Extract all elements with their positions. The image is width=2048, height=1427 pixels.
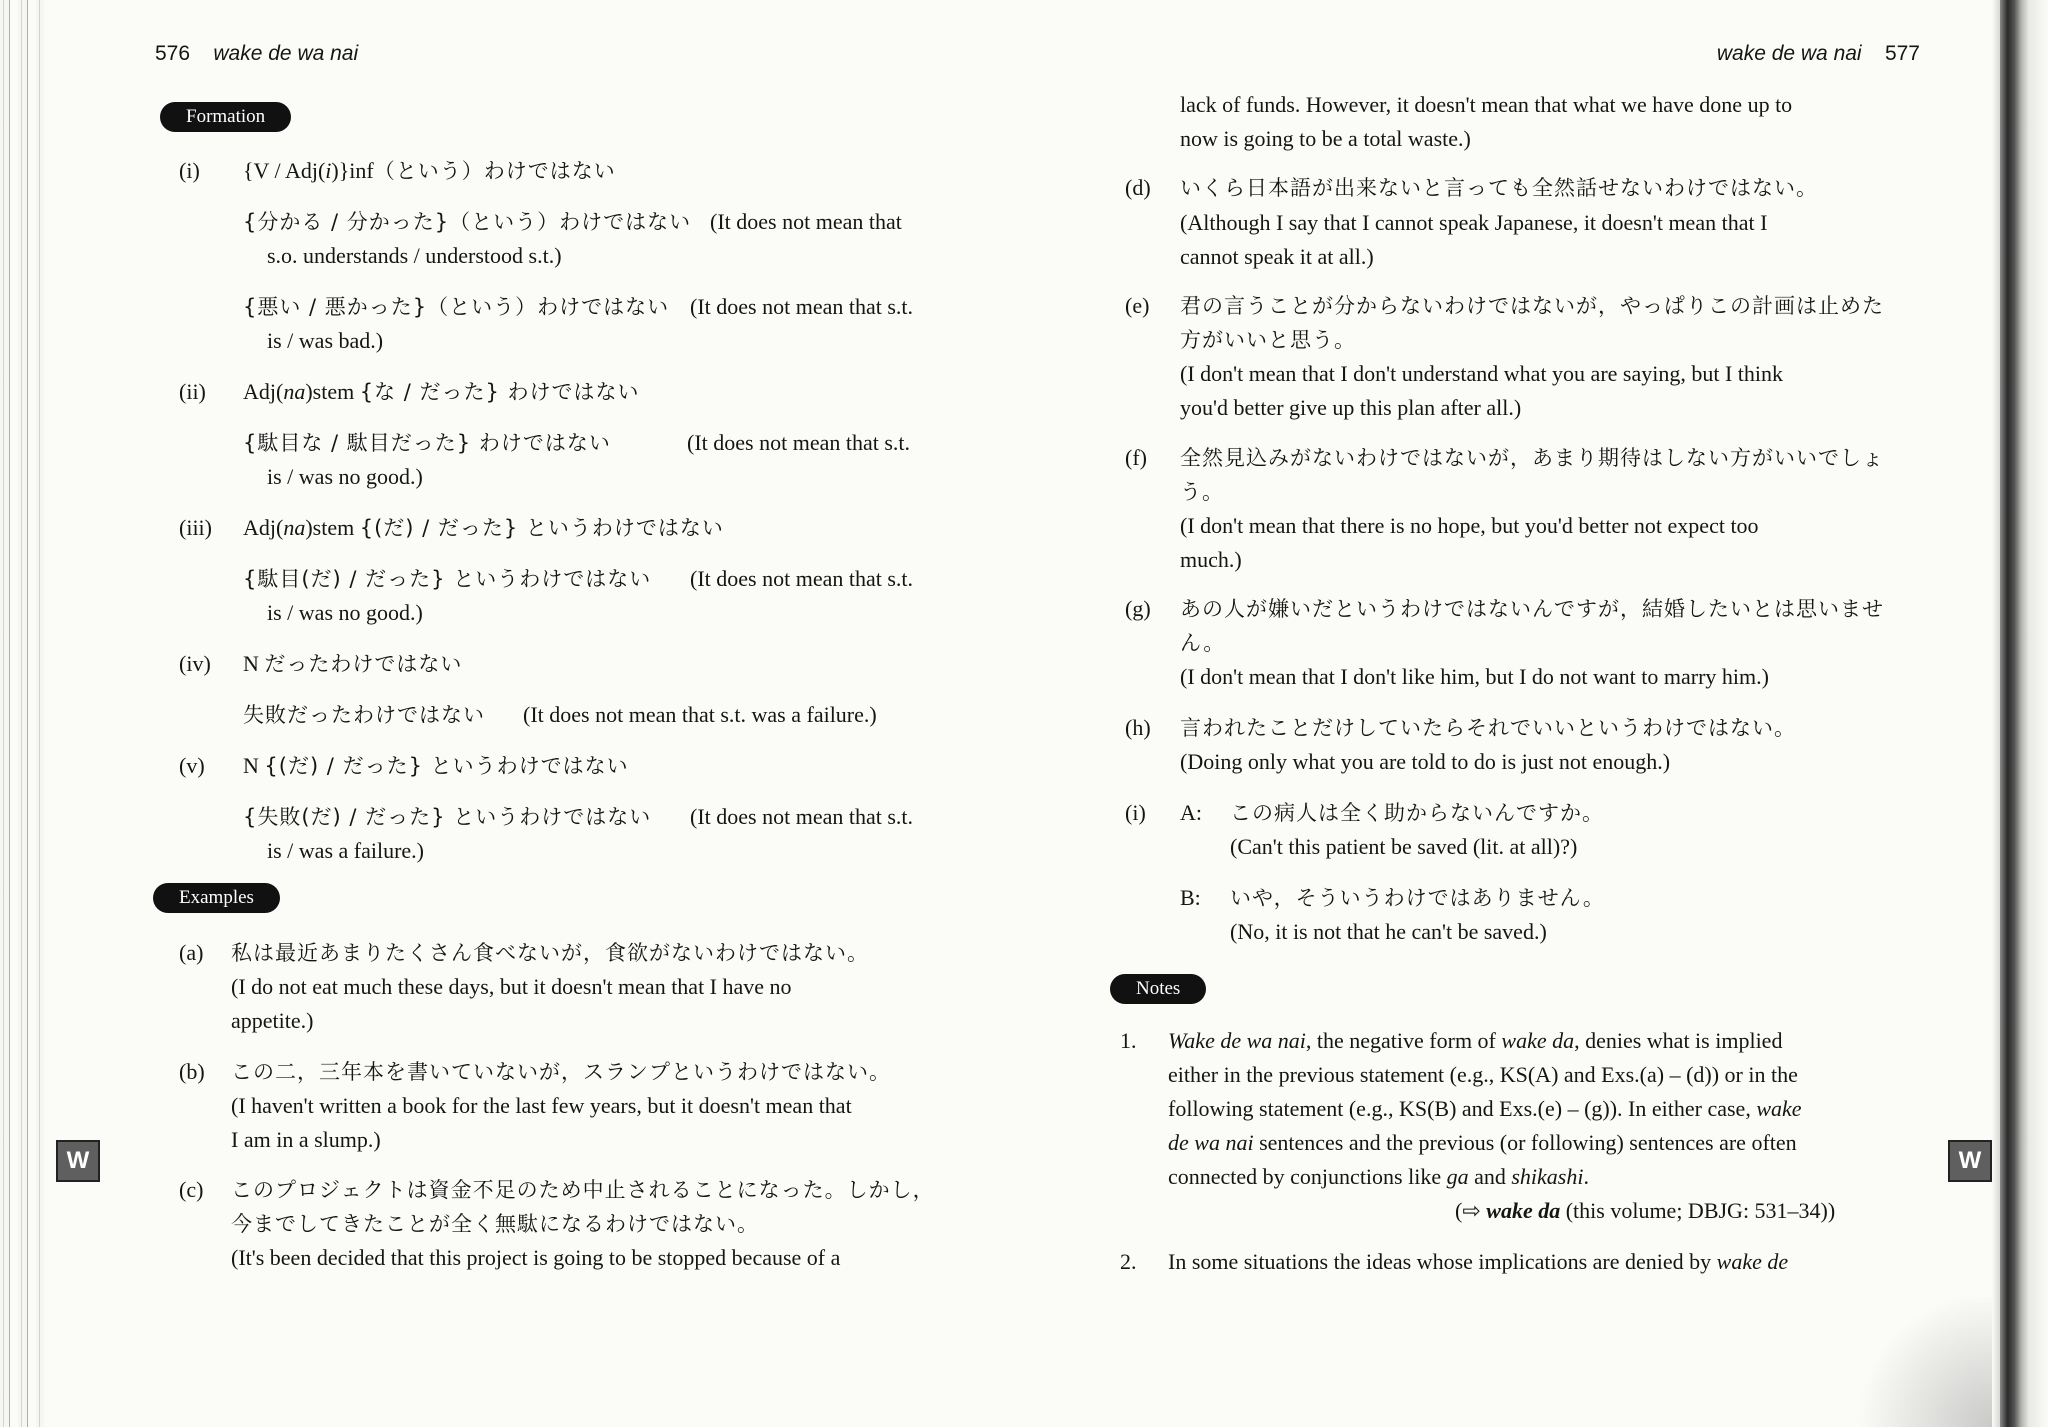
note-1-line: de wa nai sentences and the previous (or following) sentences are often bbox=[1168, 1130, 1797, 1155]
example-f-jp: 全然見込みがないわけではないが，あまり期待はしない方がいいでしょ bbox=[1180, 446, 1884, 470]
speaker-b-label: B: bbox=[1180, 885, 1201, 910]
formation-marker-iv: (iv) bbox=[179, 651, 211, 676]
speaker-b-jp: いや，そういうわけではありません。 bbox=[1230, 886, 1605, 910]
formation-example-jp: 失敗だったわけではない bbox=[243, 703, 485, 727]
example-h-jp: 言われたことだけしていたらそれでいいというわけではない。 bbox=[1180, 716, 1796, 740]
speaker-a-jp: この病人は全く助からないんですか。 bbox=[1230, 801, 1604, 825]
continuation-text: now is going to be a total waste.) bbox=[1180, 126, 1471, 151]
note-marker-1: 1. bbox=[1120, 1028, 1137, 1053]
formation-example-en: (It does not mean that s.t. bbox=[690, 566, 914, 591]
note-1-line: connected by conjunctions like ga and shikashi. bbox=[1168, 1164, 1589, 1189]
right-page-header bbox=[1717, 42, 1920, 66]
speaker-a-label: A: bbox=[1180, 800, 1202, 825]
note-1-line: Wake de wa nai, the negative form of wake da, denies what is implied bbox=[1168, 1028, 1783, 1053]
example-d-en: (Although I say that I cannot speak Japanese, it doesn't mean that I bbox=[1180, 210, 1768, 235]
left-page bbox=[155, 0, 965, 1427]
example-b-en: I am in a slump.) bbox=[231, 1127, 381, 1152]
formation-example-en: is / was a failure.) bbox=[267, 838, 424, 863]
formation-example-jp: {駄目な / 駄目だった} わけではない bbox=[243, 431, 611, 455]
example-d-jp: いくら日本語が出来ないと言っても全然話せないわけではない。 bbox=[1180, 176, 1818, 200]
formation-example-jp: {失敗(だ) / だった} というわけではない bbox=[243, 805, 652, 829]
formation-example-en: (It does not mean that bbox=[710, 209, 902, 234]
example-d-en: cannot speak it at all.) bbox=[1180, 244, 1374, 269]
right-running-head: wake de wa nai bbox=[1716, 42, 1862, 65]
example-g-jp: あの人が嫌いだというわけではないんですが，結婚したいとは思いませ bbox=[1180, 597, 1884, 621]
example-e-jp: 君の言うことが分からないわけではないが，やっぱりこの計画は止めた bbox=[1180, 294, 1884, 318]
example-a-en: appetite.) bbox=[231, 1008, 314, 1033]
right-scan-edge bbox=[2000, 0, 2048, 1427]
left-page-number: 576 bbox=[155, 42, 191, 65]
note-2-line: In some situations the ideas whose implications are denied by wake de bbox=[1168, 1249, 1789, 1274]
example-marker-b: (b) bbox=[179, 1059, 205, 1084]
example-a-jp: 私は最近あまりたくさん食べないが，食欲がないわけではない。 bbox=[231, 941, 869, 965]
right-page-spine bbox=[1992, 0, 2000, 1427]
example-marker-h: (h) bbox=[1125, 715, 1151, 740]
formation-marker-iii: (iii) bbox=[179, 515, 212, 540]
example-e-jp: 方がいいと思う。 bbox=[1180, 328, 1356, 352]
speaker-b-en: (No, it is not that he can't be saved.) bbox=[1230, 919, 1547, 944]
example-marker-g: (g) bbox=[1125, 596, 1151, 621]
example-e-en: you'd better give up this plan after all.) bbox=[1180, 395, 1522, 420]
formation-example-en: (It does not mean that s.t. was a failure.) bbox=[523, 702, 877, 727]
note-1-line: either in the previous statement (e.g., KS(A) and Exs.(a) – (d)) or in the bbox=[1168, 1062, 1798, 1087]
example-marker-i: (i) bbox=[1125, 800, 1146, 825]
formation-example-en: (It does not mean that s.t. bbox=[687, 430, 911, 455]
examples-label: Examples bbox=[153, 883, 280, 913]
formation-example-en: is / was no good.) bbox=[267, 600, 423, 625]
example-b-jp: この二，三年本を書いていないが，スランプというわけではない。 bbox=[231, 1060, 891, 1084]
formation-example-jp: {駄目(だ) / だった} というわけではない bbox=[243, 567, 652, 591]
formation-pattern-i: {V / Adj(i)}inf（という）わけではない bbox=[243, 158, 616, 183]
formation-marker-ii: (ii) bbox=[179, 379, 206, 404]
right-page-number: 577 bbox=[1884, 42, 1920, 65]
formation-example-jp: {分かる / 分かった}（という）わけではない bbox=[243, 210, 692, 234]
formation-example-en: is / was bad.) bbox=[267, 328, 384, 353]
example-marker-c: (c) bbox=[179, 1177, 204, 1202]
continuation-text: lack of funds. However, it doesn't mean that what we have done up to bbox=[1180, 92, 1793, 117]
formation-example-jp: {悪い / 悪かった}（という）わけではない bbox=[243, 295, 670, 319]
note-1-line: following statement (e.g., KS(B) and Exs.(e) – (g)). In either case, wake bbox=[1168, 1096, 1802, 1121]
formation-example-en: is / was no good.) bbox=[267, 464, 423, 489]
example-f-jp: う。 bbox=[1180, 480, 1224, 504]
formation-pattern-ii: Adj(na)stem {な / だった} わけではない bbox=[243, 379, 640, 404]
note-1-cross-reference: (⇨ wake da (this volume; DBJG: 531–34)) bbox=[1455, 1198, 1836, 1223]
formation-example-en: (It does not mean that s.t. bbox=[690, 294, 914, 319]
note-marker-2: 2. bbox=[1120, 1249, 1137, 1274]
example-c-jp: 今までしてきたことが全く無駄になるわけではない。 bbox=[231, 1212, 759, 1236]
example-g-en: (I don't mean that I don't like him, but I do not want to marry him.) bbox=[1180, 664, 1769, 689]
example-g-jp: ん。 bbox=[1180, 631, 1226, 655]
formation-pattern-iii: Adj(na)stem {(だ) / だった} というわけではない bbox=[243, 515, 724, 540]
speaker-a-en: (Can't this patient be saved (lit. at all)?) bbox=[1230, 834, 1578, 859]
formation-example-en: (It does not mean that s.t. bbox=[690, 804, 914, 829]
notes-label: Notes bbox=[1110, 974, 1206, 1004]
example-f-en: (I don't mean that there is no hope, but you'd better not expect too bbox=[1180, 513, 1759, 538]
formation-pattern-v: N {(だ) / だった} というわけではない bbox=[243, 753, 629, 778]
right-page bbox=[1110, 0, 1920, 1427]
example-c-jp: このプロジェクトは資金不足のため中止されることになった。しかし， bbox=[231, 1178, 935, 1202]
formation-pattern-iv: N だったわけではない bbox=[243, 651, 463, 676]
left-running-head: wake de wa nai bbox=[213, 42, 359, 65]
formation-marker-v: (v) bbox=[179, 753, 205, 778]
left-scan-edge bbox=[0, 0, 44, 1427]
example-f-en: much.) bbox=[1180, 547, 1242, 572]
example-b-en: (I haven't written a book for the last few years, but it doesn't mean that bbox=[231, 1093, 852, 1118]
example-h-en: (Doing only what you are told to do is just not enough.) bbox=[1180, 749, 1671, 774]
example-marker-a: (a) bbox=[179, 940, 204, 965]
formation-label: Formation bbox=[160, 102, 291, 132]
example-marker-e: (e) bbox=[1125, 293, 1150, 318]
example-marker-f: (f) bbox=[1125, 445, 1147, 470]
formation-example-en: s.o. understands / understood s.t.) bbox=[267, 243, 562, 268]
thumb-index-tab-left: W bbox=[56, 1140, 100, 1182]
thumb-index-tab-right: W bbox=[1948, 1140, 1992, 1182]
formation-marker-i: (i) bbox=[179, 158, 200, 183]
example-marker-d: (d) bbox=[1125, 175, 1151, 200]
example-e-en: (I don't mean that I don't understand what you are saying, but I think bbox=[1180, 361, 1784, 386]
left-page-header bbox=[155, 42, 358, 66]
example-a-en: (I do not eat much these days, but it doesn't mean that I have no bbox=[231, 974, 792, 999]
example-c-en: (It's been decided that this project is going to be stopped because of a bbox=[231, 1245, 841, 1270]
